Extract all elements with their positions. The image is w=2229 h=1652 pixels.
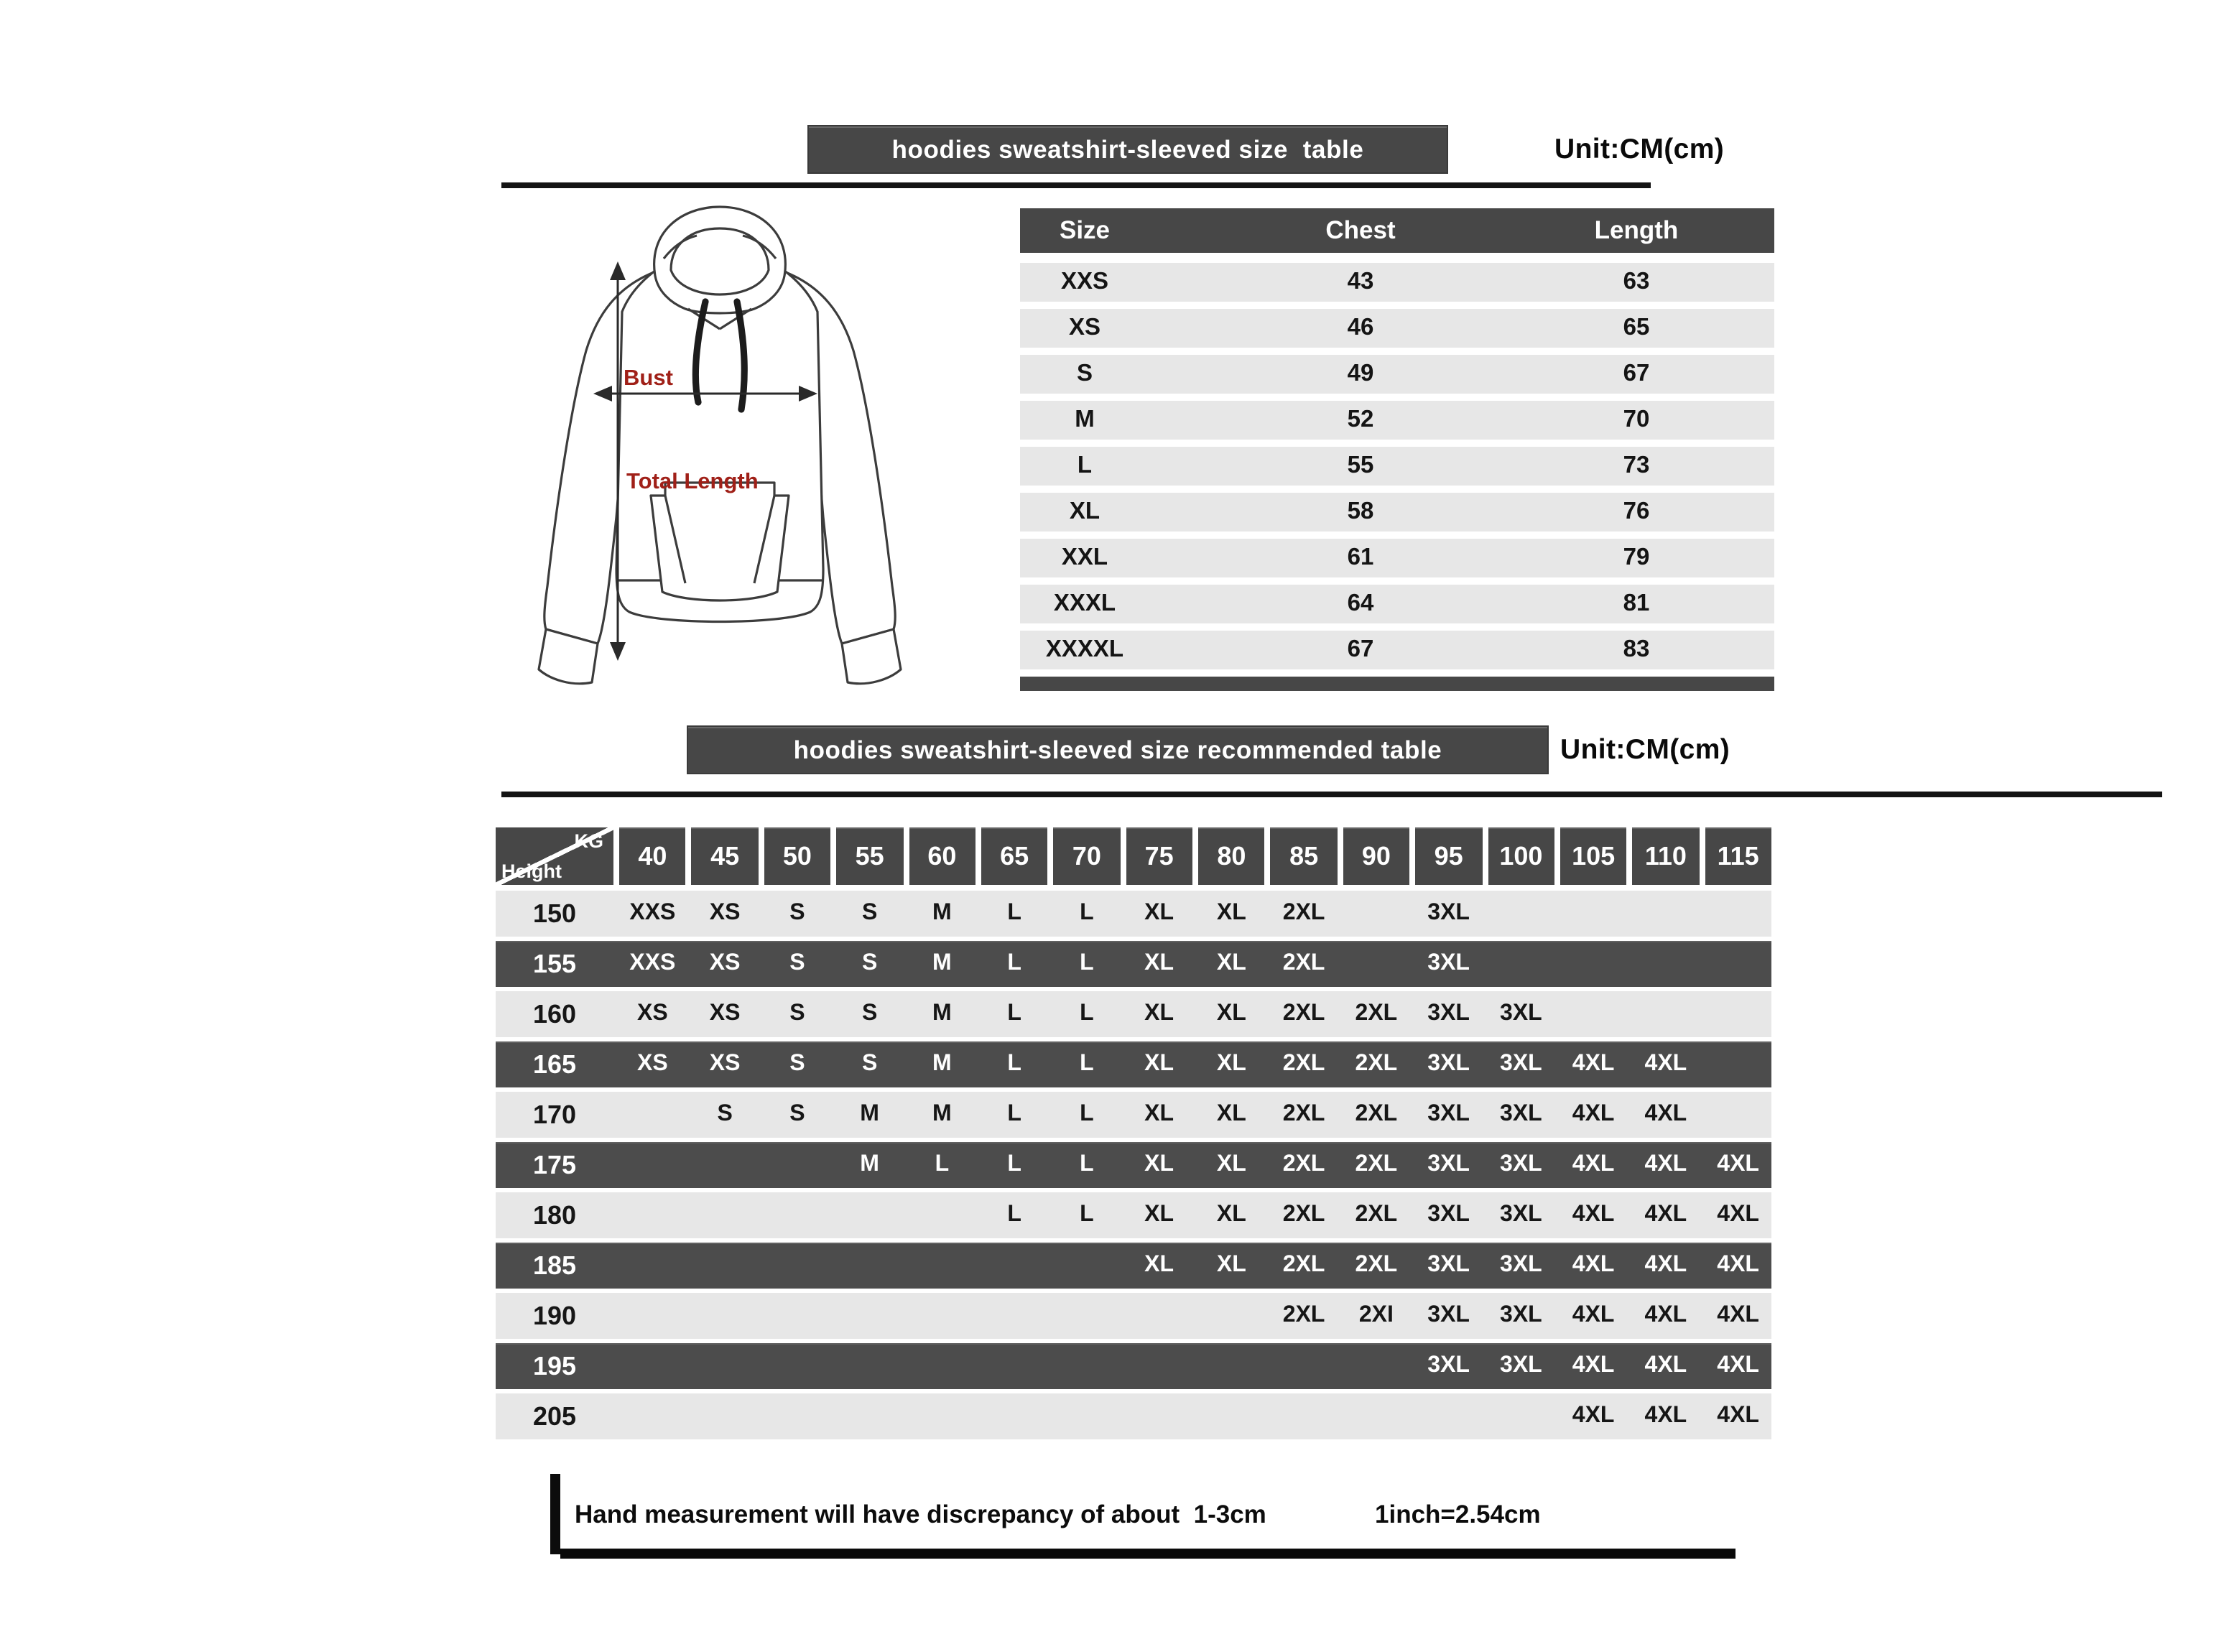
weight-header-cell: 95	[1415, 827, 1482, 885]
size-table-row	[1020, 493, 1774, 532]
recommend-cell: S	[861, 901, 878, 925]
recommend-cell: L	[1007, 901, 1021, 925]
recommend-row-165	[496, 1041, 1771, 1087]
recommend-row-170	[496, 1092, 1771, 1138]
recommend-cell: L	[1007, 1001, 1021, 1026]
height-label: 195	[532, 1351, 577, 1380]
recommend-cell: 2XL	[1282, 1102, 1325, 1126]
height-label: 155	[532, 949, 577, 978]
height-label: 150	[532, 899, 577, 927]
divider-middle	[501, 792, 2162, 797]
total-length-label: Total Length	[626, 468, 759, 493]
recommend-cell: M	[932, 1001, 952, 1026]
recommend-cell: XL	[1216, 951, 1246, 975]
recommend-cell: L	[1007, 1052, 1021, 1076]
weight-header-cell: 100	[1488, 827, 1554, 885]
corner-height-label: Height	[501, 860, 562, 882]
size-table-cell: 83	[1623, 636, 1650, 662]
recommend-table-header	[496, 827, 1771, 885]
recommend-cell: 4XL	[1644, 1052, 1687, 1076]
recommend-cell: 3XL	[1427, 1353, 1470, 1378]
recommend-cell: XL	[1144, 1001, 1174, 1026]
recommend-cell: XL	[1216, 1102, 1246, 1126]
size-table-cell: 67	[1347, 636, 1374, 662]
size-table-cell: 67	[1623, 361, 1650, 386]
size-table-cell: 52	[1347, 407, 1374, 432]
recommend-cell: XL	[1144, 1052, 1174, 1076]
recommend-cell: 2XL	[1282, 1303, 1325, 1327]
recommend-cell: 3XL	[1427, 1052, 1470, 1076]
recommend-table-title-bar	[687, 725, 1549, 774]
recommend-cell: XL	[1144, 901, 1174, 925]
recommend-cell: XL	[1216, 1001, 1246, 1026]
recommend-cell: S	[789, 951, 805, 975]
recommend-cell: 4XL	[1572, 1403, 1615, 1428]
recommend-cell: 3XL	[1427, 1102, 1470, 1126]
recommend-row-155	[496, 941, 1771, 987]
recommend-cell: XXS	[629, 901, 676, 925]
weight-header-cell: 105	[1560, 827, 1627, 885]
recommend-cell: L	[1007, 1202, 1021, 1227]
recommend-cell: L	[1007, 951, 1021, 975]
size-table-cell: 76	[1623, 498, 1650, 524]
recommend-cell: 2XL	[1282, 1202, 1325, 1227]
recommend-cell: XL	[1216, 1253, 1246, 1277]
recommend-cell: 2XL	[1282, 951, 1325, 975]
size-table-cell: 55	[1347, 453, 1374, 478]
recommend-cell: 2XL	[1282, 1052, 1325, 1076]
recommend-cell: L	[1080, 1052, 1094, 1076]
recommend-cell: S	[789, 901, 805, 925]
size-table-row	[1020, 539, 1774, 577]
size-column-header: Size	[1059, 215, 1111, 244]
recommend-cell: XL	[1144, 1152, 1174, 1177]
recommend-cell: XL	[1144, 1253, 1174, 1277]
recommend-cell: XS	[709, 1001, 741, 1026]
corner-kg-label: KG	[574, 830, 603, 852]
footer-conversion: 1inch=2.54cm	[1375, 1500, 1541, 1528]
recommend-cell: 3XL	[1500, 1152, 1542, 1177]
weight-header-cell: 55	[836, 827, 903, 885]
recommend-cell: 4XL	[1717, 1253, 1759, 1277]
recommend-cell: 2XL	[1282, 901, 1325, 925]
recommend-cell: L	[1080, 1152, 1094, 1177]
size-table-row	[1020, 631, 1774, 669]
recommend-cell: 4XL	[1717, 1353, 1759, 1378]
recommend-cell: 3XL	[1427, 1253, 1470, 1277]
recommend-cell: 3XL	[1500, 1202, 1542, 1227]
size-table-cell: XXS	[1060, 269, 1109, 294]
recommend-cell: S	[861, 1001, 878, 1026]
recommend-cell: 2XL	[1355, 1253, 1398, 1277]
recommend-cell: XL	[1216, 1152, 1246, 1177]
recommend-cell: S	[717, 1102, 733, 1126]
recommend-cell: 2XL	[1355, 1102, 1398, 1126]
recommend-cell: L	[1080, 901, 1094, 925]
size-table-cell: XL	[1069, 498, 1100, 524]
recommend-cell: XL	[1144, 1202, 1174, 1227]
recommend-cell: 3XL	[1500, 1303, 1542, 1327]
recommend-table-unit-label: Unit:CM(cm)	[1560, 733, 1730, 765]
recommend-row-180	[496, 1192, 1771, 1238]
size-table	[1020, 208, 1774, 691]
recommend-cell: 4XL	[1644, 1152, 1687, 1177]
recommend-cell: 4XL	[1572, 1102, 1615, 1126]
recommend-cell: 4XL	[1644, 1253, 1687, 1277]
recommend-cell: M	[932, 951, 952, 975]
recommend-cell: 2XL	[1355, 1202, 1398, 1227]
recommend-cell: 2XL	[1282, 1152, 1325, 1177]
size-table-row	[1020, 447, 1774, 486]
recommend-cell: 3XL	[1427, 1001, 1470, 1026]
size-table-row	[1020, 355, 1774, 394]
size-table-cell: 58	[1347, 498, 1374, 524]
size-column-header: Chest	[1325, 215, 1396, 244]
recommend-cell: 3XL	[1427, 951, 1470, 975]
size-table-bottom-bar	[1020, 677, 1774, 691]
size-table-cell: L	[1077, 453, 1093, 478]
recommend-cell: 2XI	[1358, 1303, 1394, 1327]
size-table-unit-label: Unit:CM(cm)	[1554, 133, 1725, 164]
recommend-cell: L	[1007, 1102, 1021, 1126]
recommend-cell: 2XL	[1282, 1001, 1325, 1026]
size-table-cell: XXL	[1061, 544, 1108, 570]
size-table-cell: 73	[1623, 453, 1650, 478]
height-label: 160	[532, 999, 577, 1028]
recommend-cell: XL	[1144, 1102, 1174, 1126]
recommend-cell: 4XL	[1717, 1303, 1759, 1327]
size-table-cell: XXXXL	[1045, 636, 1124, 662]
size-table-cell: 46	[1347, 315, 1374, 340]
recommend-cell: 4XL	[1572, 1202, 1615, 1227]
recommend-row-175	[496, 1142, 1771, 1188]
weight-header-cell: 60	[909, 827, 976, 885]
recommend-cell: 4XL	[1717, 1202, 1759, 1227]
size-table-cell: 64	[1347, 590, 1374, 616]
size-table-row	[1020, 309, 1774, 348]
recommend-cell: XXS	[629, 951, 676, 975]
recommend-cell: 4XL	[1572, 1152, 1615, 1177]
weight-header-cell: 115	[1705, 827, 1771, 885]
recommend-cell: 4XL	[1572, 1253, 1615, 1277]
recommend-cell: L	[1080, 1001, 1094, 1026]
recommend-cell: 4XL	[1644, 1303, 1687, 1327]
recommend-cell: L	[1080, 951, 1094, 975]
height-label: 205	[532, 1401, 577, 1430]
weight-header-cell: 85	[1271, 827, 1338, 885]
size-table-body	[1020, 263, 1774, 669]
recommend-cell: 3XL	[1500, 1253, 1542, 1277]
recommend-cell: 3XL	[1500, 1102, 1542, 1126]
recommend-cell: 2XL	[1355, 1152, 1398, 1177]
height-label: 185	[532, 1250, 577, 1279]
recommend-row-150	[496, 891, 1771, 937]
recommend-row-205	[496, 1393, 1771, 1439]
size-table-title-bar	[807, 125, 1448, 174]
recommend-cell: XS	[709, 1052, 741, 1076]
recommend-cell: 2XL	[1355, 1001, 1398, 1026]
recommend-cell: 4XL	[1717, 1403, 1759, 1428]
divider-top	[501, 182, 1651, 188]
size-table-cell: 65	[1623, 315, 1650, 340]
recommend-cell: M	[860, 1152, 879, 1177]
height-label: 175	[532, 1150, 577, 1179]
recommend-table-title: hoodies sweatshirt-sleeved size recommended table	[793, 735, 1442, 764]
recommend-cell: 4XL	[1572, 1052, 1615, 1076]
recommend-cell: 3XL	[1500, 1001, 1542, 1026]
recommend-cell: XL	[1216, 901, 1246, 925]
size-column-header: Length	[1594, 215, 1679, 244]
footer-note: Hand measurement will have discrepancy of about 1-3cm	[575, 1500, 1266, 1528]
recommend-cell: 3XL	[1500, 1052, 1542, 1076]
size-table-cell: XS	[1068, 315, 1100, 340]
recommend-cell: 3XL	[1427, 1152, 1470, 1177]
recommend-cell: L	[1080, 1202, 1094, 1227]
weight-header-cell: 65	[981, 827, 1048, 885]
recommend-cell: S	[861, 1052, 878, 1076]
size-table-cell: 79	[1623, 544, 1650, 570]
size-table-row	[1020, 585, 1774, 623]
recommend-cell: S	[789, 1001, 805, 1026]
weight-header-cell: 90	[1343, 827, 1410, 885]
recommend-cell: 4XL	[1644, 1102, 1687, 1126]
recommend-cell: 4XL	[1572, 1303, 1615, 1327]
recommend-cell: S	[789, 1052, 805, 1076]
weight-header-cell: 80	[1198, 827, 1265, 885]
size-table-cell: 81	[1623, 590, 1650, 616]
recommend-cell: 4XL	[1644, 1202, 1687, 1227]
bust-label: Bust	[624, 365, 673, 390]
recommend-cell: XS	[637, 1001, 668, 1026]
height-label: 180	[532, 1200, 577, 1229]
weight-header-cell: 75	[1126, 827, 1192, 885]
size-table-title: hoodies sweatshirt-sleeved size table	[891, 134, 1364, 163]
recommend-cell: XS	[709, 901, 741, 925]
recommend-cell: XL	[1216, 1202, 1246, 1227]
recommend-cell: 3XL	[1427, 1202, 1470, 1227]
recommend-cell: 4XL	[1717, 1152, 1759, 1177]
size-table-header	[1020, 208, 1774, 253]
recommend-cell: 4XL	[1572, 1353, 1615, 1378]
recommend-cell: S	[861, 951, 878, 975]
recommend-cell: 3XL	[1500, 1353, 1542, 1378]
recommend-cell: 2XL	[1355, 1052, 1398, 1076]
recommend-cell: 3XL	[1427, 1303, 1470, 1327]
height-label: 170	[532, 1100, 577, 1128]
height-label: 165	[532, 1049, 577, 1078]
recommend-row-160	[496, 991, 1771, 1037]
recommend-cell: L	[935, 1152, 950, 1177]
recommend-row-185	[496, 1243, 1771, 1289]
recommend-cell: 3XL	[1427, 901, 1470, 925]
recommend-cell: L	[1007, 1152, 1021, 1177]
size-table-cell: 43	[1347, 269, 1374, 294]
size-table-row	[1020, 263, 1774, 302]
size-table-cell: 49	[1347, 361, 1374, 386]
weight-header-cell: 70	[1054, 827, 1121, 885]
recommend-cell: M	[860, 1102, 879, 1126]
recommend-cell: XL	[1144, 951, 1174, 975]
recommend-cell: XL	[1216, 1052, 1246, 1076]
weight-header-cell: 50	[764, 827, 831, 885]
recommend-cell: 4XL	[1644, 1403, 1687, 1428]
size-table-cell: S	[1076, 361, 1093, 386]
recommend-cell: M	[932, 1102, 952, 1126]
size-table-row	[1020, 401, 1774, 440]
recommend-row-195	[496, 1343, 1771, 1389]
recommend-cell: 2XL	[1282, 1253, 1325, 1277]
size-table-cell: 70	[1623, 407, 1650, 432]
weight-header-cell: 110	[1633, 827, 1700, 885]
weight-header-cell: 45	[692, 827, 759, 885]
footer-divider	[560, 1549, 1736, 1559]
recommend-row-190	[496, 1293, 1771, 1339]
hoodie-outline	[539, 207, 901, 684]
size-table-cell: 63	[1623, 269, 1650, 294]
recommend-table-body	[496, 891, 1771, 1439]
size-table-cell: M	[1075, 407, 1095, 432]
recommend-cell: XS	[637, 1052, 668, 1076]
footer-left-bar	[550, 1474, 560, 1554]
recommend-table	[496, 827, 1771, 1444]
matrix-corner-cell	[496, 827, 613, 885]
recommend-cell: S	[789, 1102, 805, 1126]
height-label: 190	[532, 1301, 577, 1330]
recommend-cell: 4XL	[1644, 1353, 1687, 1378]
recommend-cell: M	[932, 1052, 952, 1076]
size-table-cell: 61	[1347, 544, 1374, 570]
size-table-cell: XXXL	[1053, 590, 1116, 616]
weight-header-cell: 40	[619, 827, 686, 885]
hoodie-measurement-diagram	[526, 198, 914, 701]
recommend-cell: M	[932, 901, 952, 925]
recommend-cell: L	[1080, 1102, 1094, 1126]
recommend-cell: XS	[709, 951, 741, 975]
